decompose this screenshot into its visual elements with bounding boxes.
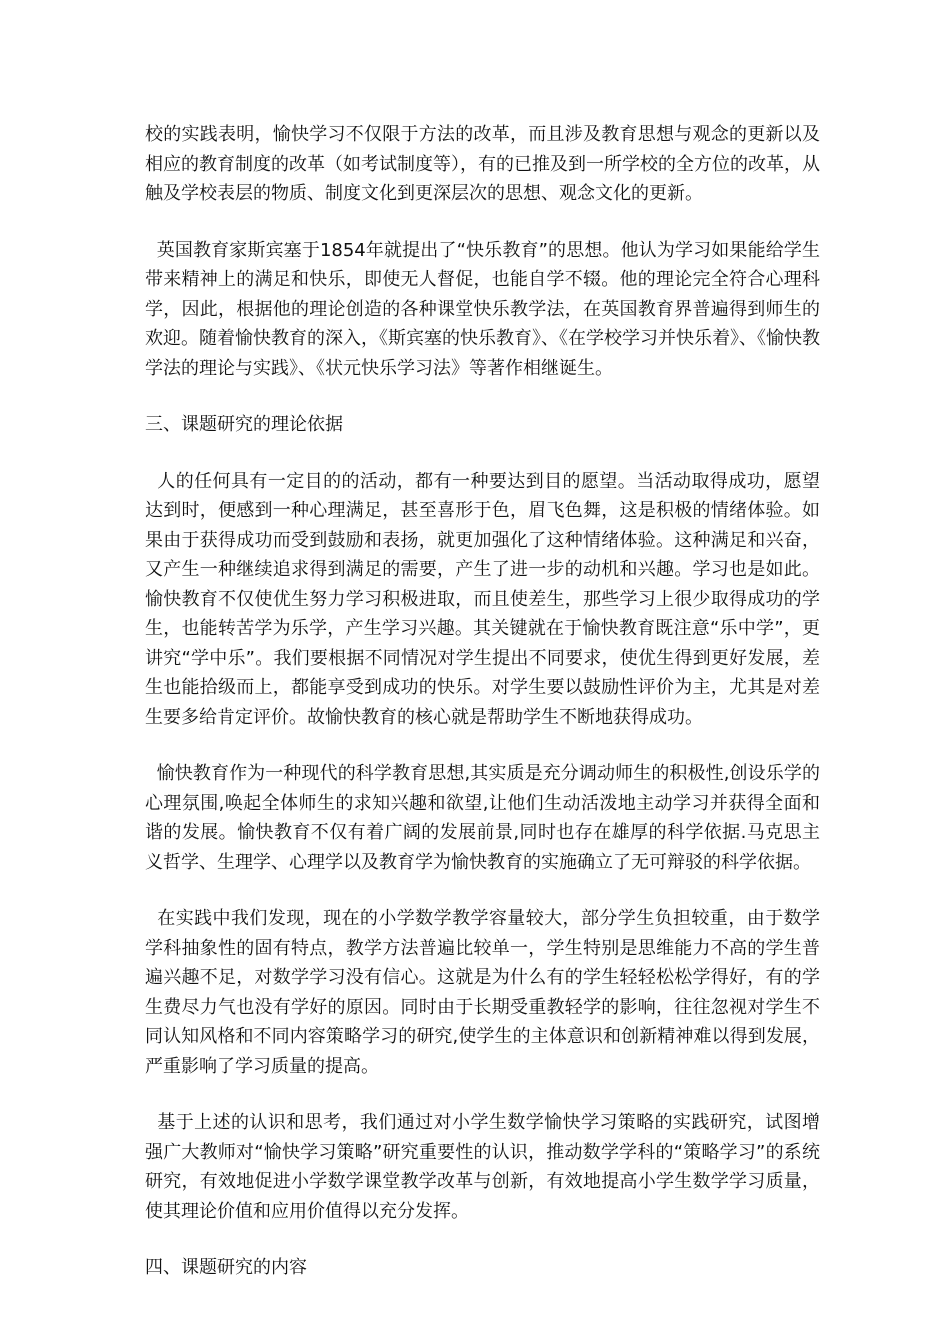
- paragraph-practice-findings: 在实践中我们发现，现在的小学数学教学容量较大，部分学生负担较重，由于数学学科抽象性的固有特点，教学方法普遍比较单一，学生特别是思维能力不高的学生普遍兴趣不足，对数学学习没有信心。这就是为什么有的学生轻轻松松学得好，有的学生费尽力气也没有学好的原因。同时由于长期受重教轻学的影响，往往忽视对学生不同认知风格和不同内容策略学习的研究,使学生的主体意识和创新精神难以得到发展，严重影响了学习质量的提高。: [145, 908, 820, 1077]
- paragraph-spencer-happy-education: 英国教育家斯宾塞于1854年就提出了“快乐教育”的思想。他认为学习如果能给学生带来精神上的满足和快乐，即使无人督促，也能自学不辍。他的理论完全符合心理科学，因此，根据他的理论创造的各种课堂快乐教学法，在英国教育界普遍得到师生的欢迎。随着愉快教育的深入，《斯宾塞的快乐教育》、《在学校学习并快乐着》、《愉快教学法的理论与实践》、《状元快乐学习法》等著作相继诞生。: [145, 239, 820, 379]
- section-heading-research-content: 四、课题研究的内容: [145, 1257, 307, 1278]
- paragraph-practice-results: 校的实践表明，愉快学习不仅限于方法的改革，而且涉及教育思想与观念的更新以及相应的教育制度的改革（如考试制度等），有的已推及到一所学校的全方位的改革，从触及学校表层的物质、制度文化到更深层次的思想、观念文化的更新。: [145, 124, 820, 204]
- paragraph-purposeful-activity: 人的任何具有一定目的的活动，都有一种要达到目的愿望。当活动取得成功，愿望达到时，便感到一种心理满足，甚至喜形于色，眉飞色舞，这是积极的情绪体验。如果由于获得成功而受到鼓励和表扬，就更加强化了这种情绪体验。这种满足和兴奋，又产生一种继续追求得到满足的需要，产生了进一步的动机和兴趣。学习也是如此。愉快教育不仅使优生努力学习积极进取，而且使差生，那些学习上很少取得成功的学生，也能转苦学为乐学，产生学习兴趣。其关键就在于愉快教育既注意“乐中学”，更讲究“学中乐”。我们要根据不同情况对学生提出不同要求，使优生得到更好发展，差生也能拾级而上，都能享受到成功的快乐。对学生要以鼓励性评价为主，尤其是对差生要多给肯定评价。故愉快教育的核心就是帮助学生不断地获得成功。: [145, 470, 820, 728]
- section-heading-theoretical-basis: 三、课题研究的理论依据: [145, 414, 343, 435]
- document-body: [145, 120, 820, 1310]
- paragraph-modern-scientific-education: 愉快教育作为一种现代的科学教育思想,其实质是充分调动师生的积极性,创设乐学的心理氛围,唤起全体师生的求知兴趣和欲望,让他们生动活泼地主动学习并获得全面和谐的发展。愉快教育不仅有着广阔的发展前景,同时也存在雄厚的科学依据.马克思主义哲学、生理学、心理学以及教育学为愉快教育的实施确立了无可辩驳的科学依据。: [145, 763, 820, 873]
- paragraph-research-purpose: 基于上述的认识和思考，我们通过对小学生数学愉快学习策略的实践研究，试图增强广大教师对“愉快学习策略”研究重要性的认识，推动数学学科的“策略学习”的系统研究，有效地促进小学数学课堂教学改革与创新，有效地提高小学生数学学习质量，使其理论价值和应用价值得以充分发挥。: [145, 1112, 820, 1222]
